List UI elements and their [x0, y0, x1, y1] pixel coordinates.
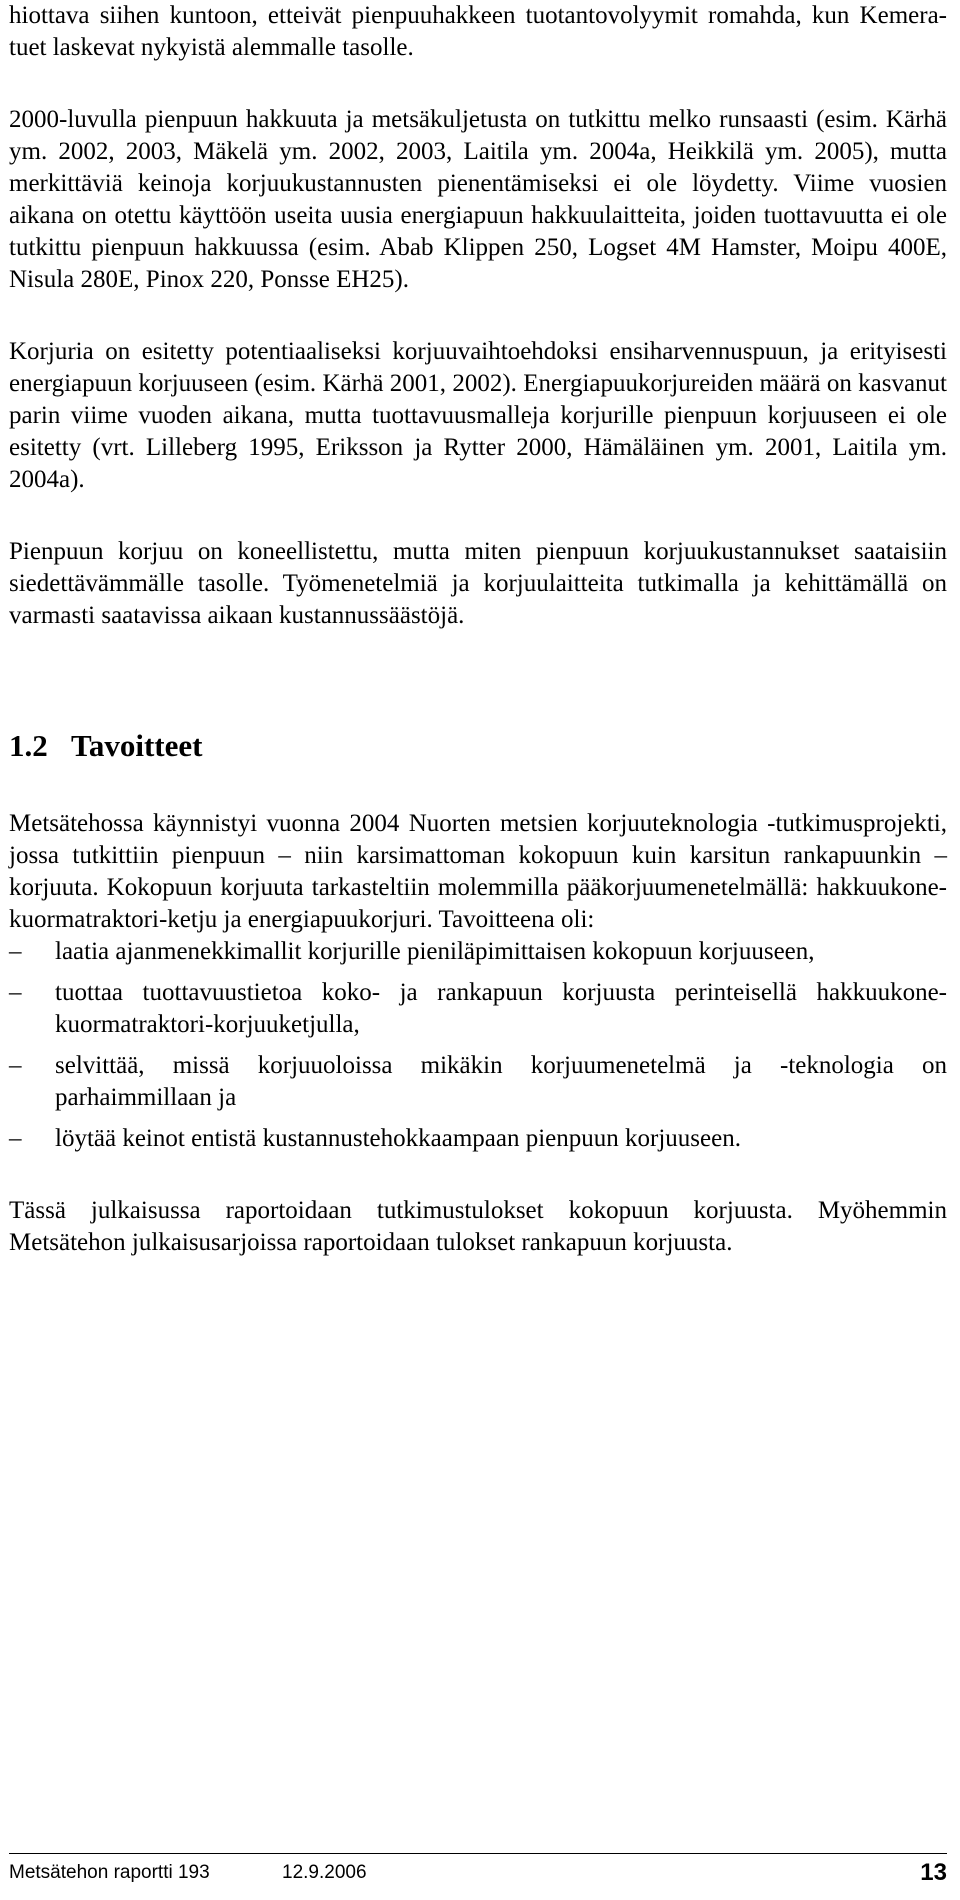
list-item	[9, 936, 947, 968]
paragraph-research-history: 2000-luvulla pienpuun hakkuuta ja metsäkuljetusta on tutkittu melko runsaasti (esim. Kärhä ym. 2002, 2003, Mäkelä ym. 2002, 2003, Laitila ym. 2004a, Heikkilä ym. 2005), mutta merkittäviä keinoja korjuukustannusten pienentämiseksi ei ole löydetty. Viime vuosien aikana on otettu käyttöön useita uusia energiapuun hakkuulaitteita, joiden tuottavuutta ei ole tutkittu pienpuun hakkuussa (esim. Abab Klippen 250, Logset 4M Hamster, Moipu 400E, Nisula 280E, Pinox 220, Ponsse EH25).	[9, 106, 947, 293]
page-footer	[9, 1858, 947, 1888]
list-item	[9, 1050, 947, 1114]
section-number: 1.2	[9, 728, 48, 763]
footer-series: Metsätehon raportti 193	[9, 1862, 210, 1883]
paragraph-harvester: Korjuria on esitetty potentiaaliseksi korjuuvaihtoehdoksi ensiharvennuspuun, ja erityisesti energiapuun korjuuseen (esim. Kärhä 2001, 2002). Energiapuukorjureiden määrä on kasvanut parin viime vuoden aikana, mutta tuottavuusmalleja korjurille pienpuun korjuuseen ei ole esitetty (vrt. Lilleberg 1995, Eriksson ja Rytter 2000, Hämäläinen ym. 2001, Laitila ym. 2004a).	[9, 338, 947, 493]
list-item-text: selvittää, missä korjuuoloissa mikäkin korjuumenetelmä ja -teknologia on parhaimmillaan ja	[55, 1052, 947, 1111]
page-number: 13	[920, 1859, 947, 1886]
list-item	[9, 977, 947, 1041]
paragraph-continued: hiottava siihen kuntoon, etteivät pienpuuhakkeen tuotantovolyymit romahda, kun Kemera-tuet laskevat nykyistä alemmalle tasolle.	[9, 2, 947, 61]
section-heading	[9, 724, 947, 768]
section-intro: Metsätehossa käynnistyi vuonna 2004 Nuorten metsien korjuuteknologia -tutkimusprojekti, jossa tutkittiin pienpuun – niin karsimattoman kokopuun kuin karsitun rankapuunkin – korjuuta. Kokopuun korjuuta tarkasteltiin molemmilla pääkorjuumenetelmällä: hakkuukone-kuormatraktori-ketju ja energiapuukorjuri. Tavoitteena oli:	[9, 810, 947, 933]
footer-date: 12.9.2006	[282, 1862, 367, 1883]
list-item-text: laatia ajanmenekkimallit korjurille pieniläpimittaisen kokopuun korjuuseen,	[55, 938, 815, 965]
list-dash: –	[9, 1052, 22, 1079]
paragraph-mechanization: Pienpuun korjuu on koneellistettu, mutta miten pienpuun korjuukustannukset saataisiin siedettävämmälle tasolle. Työmenetelmiä ja korjuulaitteita tutkimalla ja kehittämällä on varmasti saatavissa aikaan kustannussäästöjä.	[9, 538, 947, 629]
list-dash: –	[9, 938, 22, 965]
list-dash: –	[9, 1125, 22, 1152]
footer-divider	[9, 1853, 947, 1854]
closing-paragraph: Tässä julkaisussa raportoidaan tutkimustulokset kokopuun korjuusta. Myöhemmin Metsätehon julkaisusarjoissa raportoidaan tulokset rankapuun korjuusta.	[9, 1197, 947, 1256]
list-item	[9, 1123, 947, 1155]
list-item-text: tuottaa tuottavuustietoa koko- ja rankapuun korjuusta perinteisellä hakkuukone-kuormatraktori-korjuuketjulla,	[55, 979, 947, 1038]
section-title: Tavoitteet	[71, 728, 203, 763]
page-content	[9, 0, 947, 1259]
list-item-text: löytää keinot entistä kustannustehokkaampaan pienpuun korjuuseen.	[55, 1125, 741, 1152]
objectives-list	[9, 936, 947, 1155]
list-dash: –	[9, 979, 22, 1006]
